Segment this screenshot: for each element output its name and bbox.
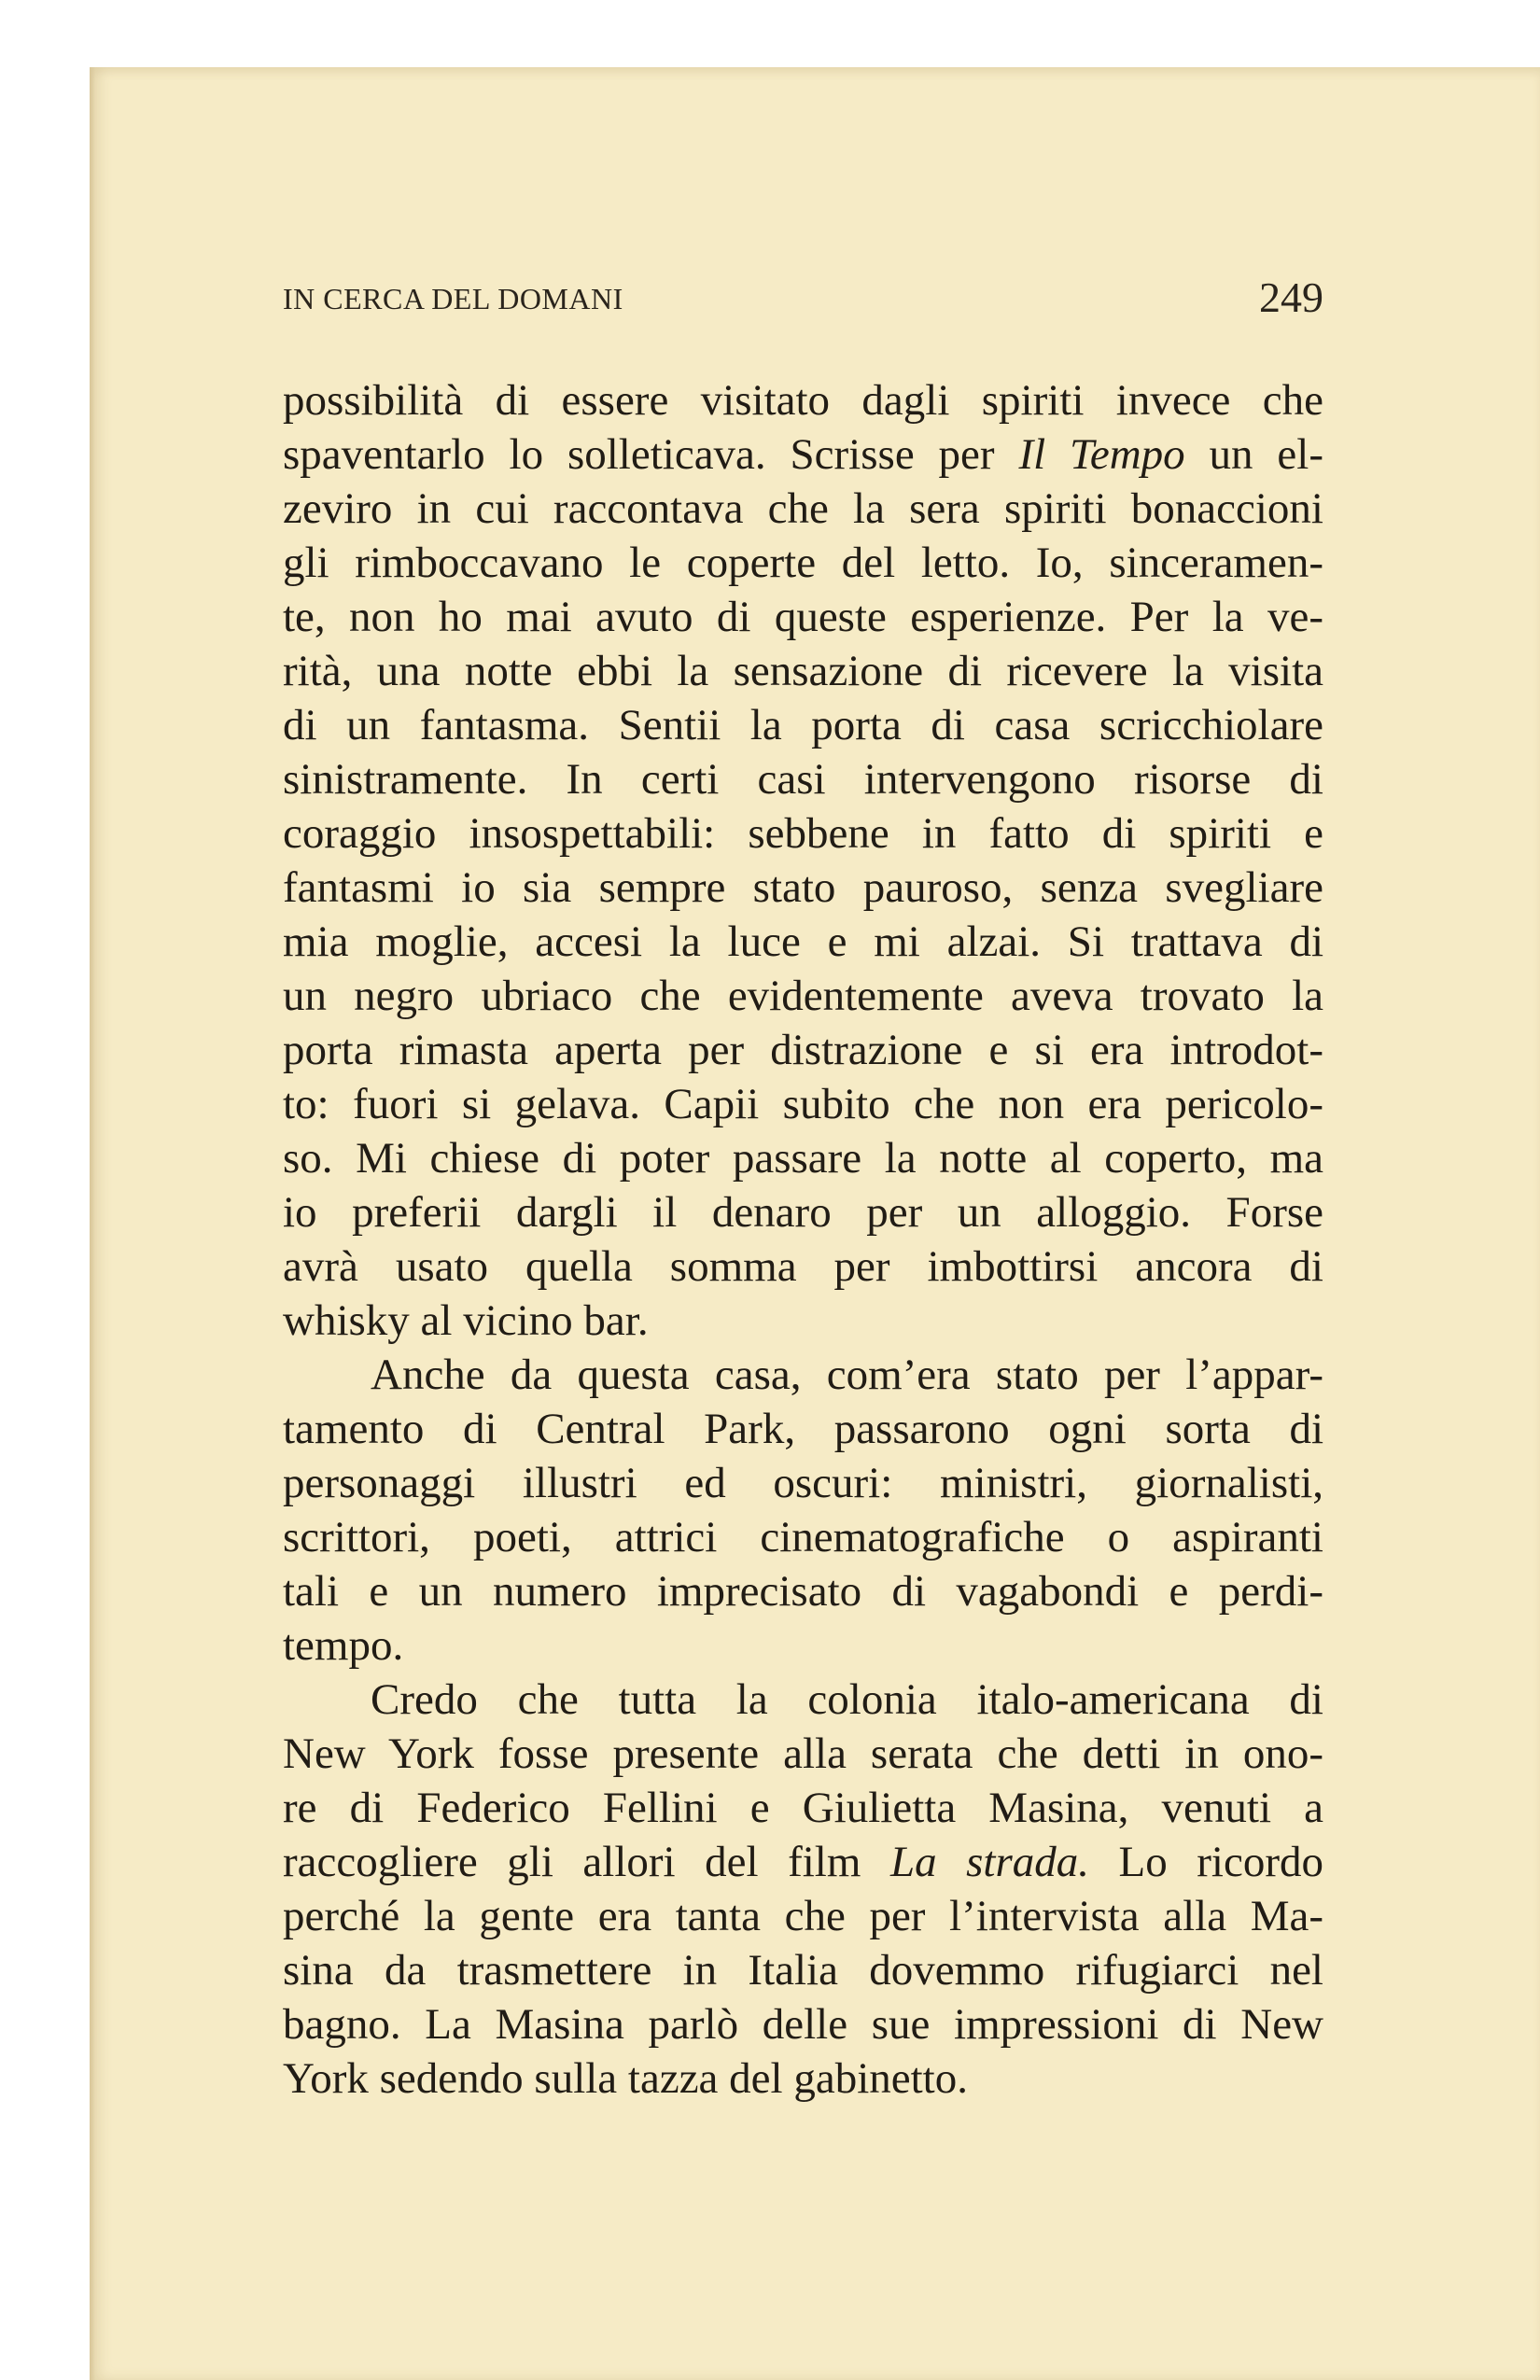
text-line: rità, una notte ebbi la sensazione di ricevere la visita [283,647,1323,695]
text-line: spaventarlo lo solleticava. Scrisse per Il Tempo un el- [283,430,1323,479]
text-line: tempo. [283,1621,404,1670]
page-edge-shadow [90,67,95,2380]
text-line: avrà usato quella somma per imbottirsi ancora di [283,1242,1323,1291]
text-line: perché la gente era tanta che per l’intervista alla Ma- [283,1892,1323,1940]
text-line: mia moglie, accesi la luce e mi alzai. Si trattava di [283,917,1323,966]
italic-title-il-tempo: Il Tempo [1018,430,1185,479]
text-line: sinistramente. In certi casi intervengono risorse di [283,755,1323,804]
text-line: re di Federico Fellini e Giulietta Masina, venuti a [283,1784,1323,1832]
text-line: personaggi illustri ed oscuri: ministri, giornalisti, [283,1459,1323,1507]
running-title: IN CERCA DEL DOMANI [283,282,623,315]
text-line: New York fosse presente alla serata che detti in ono- [283,1729,1323,1778]
text-line: di un fantasma. Sentii la porta di casa scricchiolare [283,701,1323,749]
text-line: raccogliere gli allori del film La strada. Lo ricordo [283,1838,1323,1886]
text-line: scrittori, poeti, attrici cinematografiche o aspiranti [283,1513,1323,1561]
body-text [283,373,1323,2106]
text-line: zeviro in cui raccontava che la sera spiriti bonaccioni [283,484,1323,533]
text-line: fantasmi io sia sempre stato pauroso, senza svegliare [283,863,1323,912]
text-line: Credo che tutta la colonia italo-americana di [371,1675,1323,1724]
text-line: te, non ho mai avuto di queste esperienze. Per la ve- [283,593,1323,641]
text-line: possibilità di essere visitato dagli spiriti invece che [283,376,1323,425]
text-line: so. Mi chiese di poter passare la notte al coperto, ma [283,1134,1323,1183]
text-line: Anche da questa casa, com’era stato per l’appar- [371,1351,1323,1399]
text-line: bagno. La Masina parlò delle sue impressioni di New [283,2000,1323,2049]
page-number: 249 [1259,273,1323,321]
text-line: un negro ubriaco che evidentemente aveva trovato la [283,972,1323,1020]
text-line: porta rimasta aperta per distrazione e si era introdot- [283,1026,1323,1074]
text-line: tali e un numero imprecisato di vagabondi e perdi- [283,1567,1323,1616]
text-line: York sedendo sulla tazza del gabinetto. [283,2054,968,2103]
text-line: to: fuori si gelava. Capii subito che non era pericolo- [283,1080,1323,1128]
running-head [283,273,1323,325]
text-line: sina da trasmettere in Italia dovemmo rifugiarci nel [283,1946,1323,1995]
text-line: gli rimboccavano le coperte del letto. Io, sinceramen- [283,539,1323,587]
italic-title-la-strada: La strada. [889,1838,1089,1886]
text-line: io preferii dargli il denaro per un alloggio. Forse [283,1188,1323,1237]
text-line: whisky al vicino bar. [283,1296,649,1345]
text-line: tamento di Central Park, passarono ogni sorta di [283,1405,1323,1453]
text-line: coraggio insospettabili: sebbene in fatto di spiriti e [283,809,1323,858]
